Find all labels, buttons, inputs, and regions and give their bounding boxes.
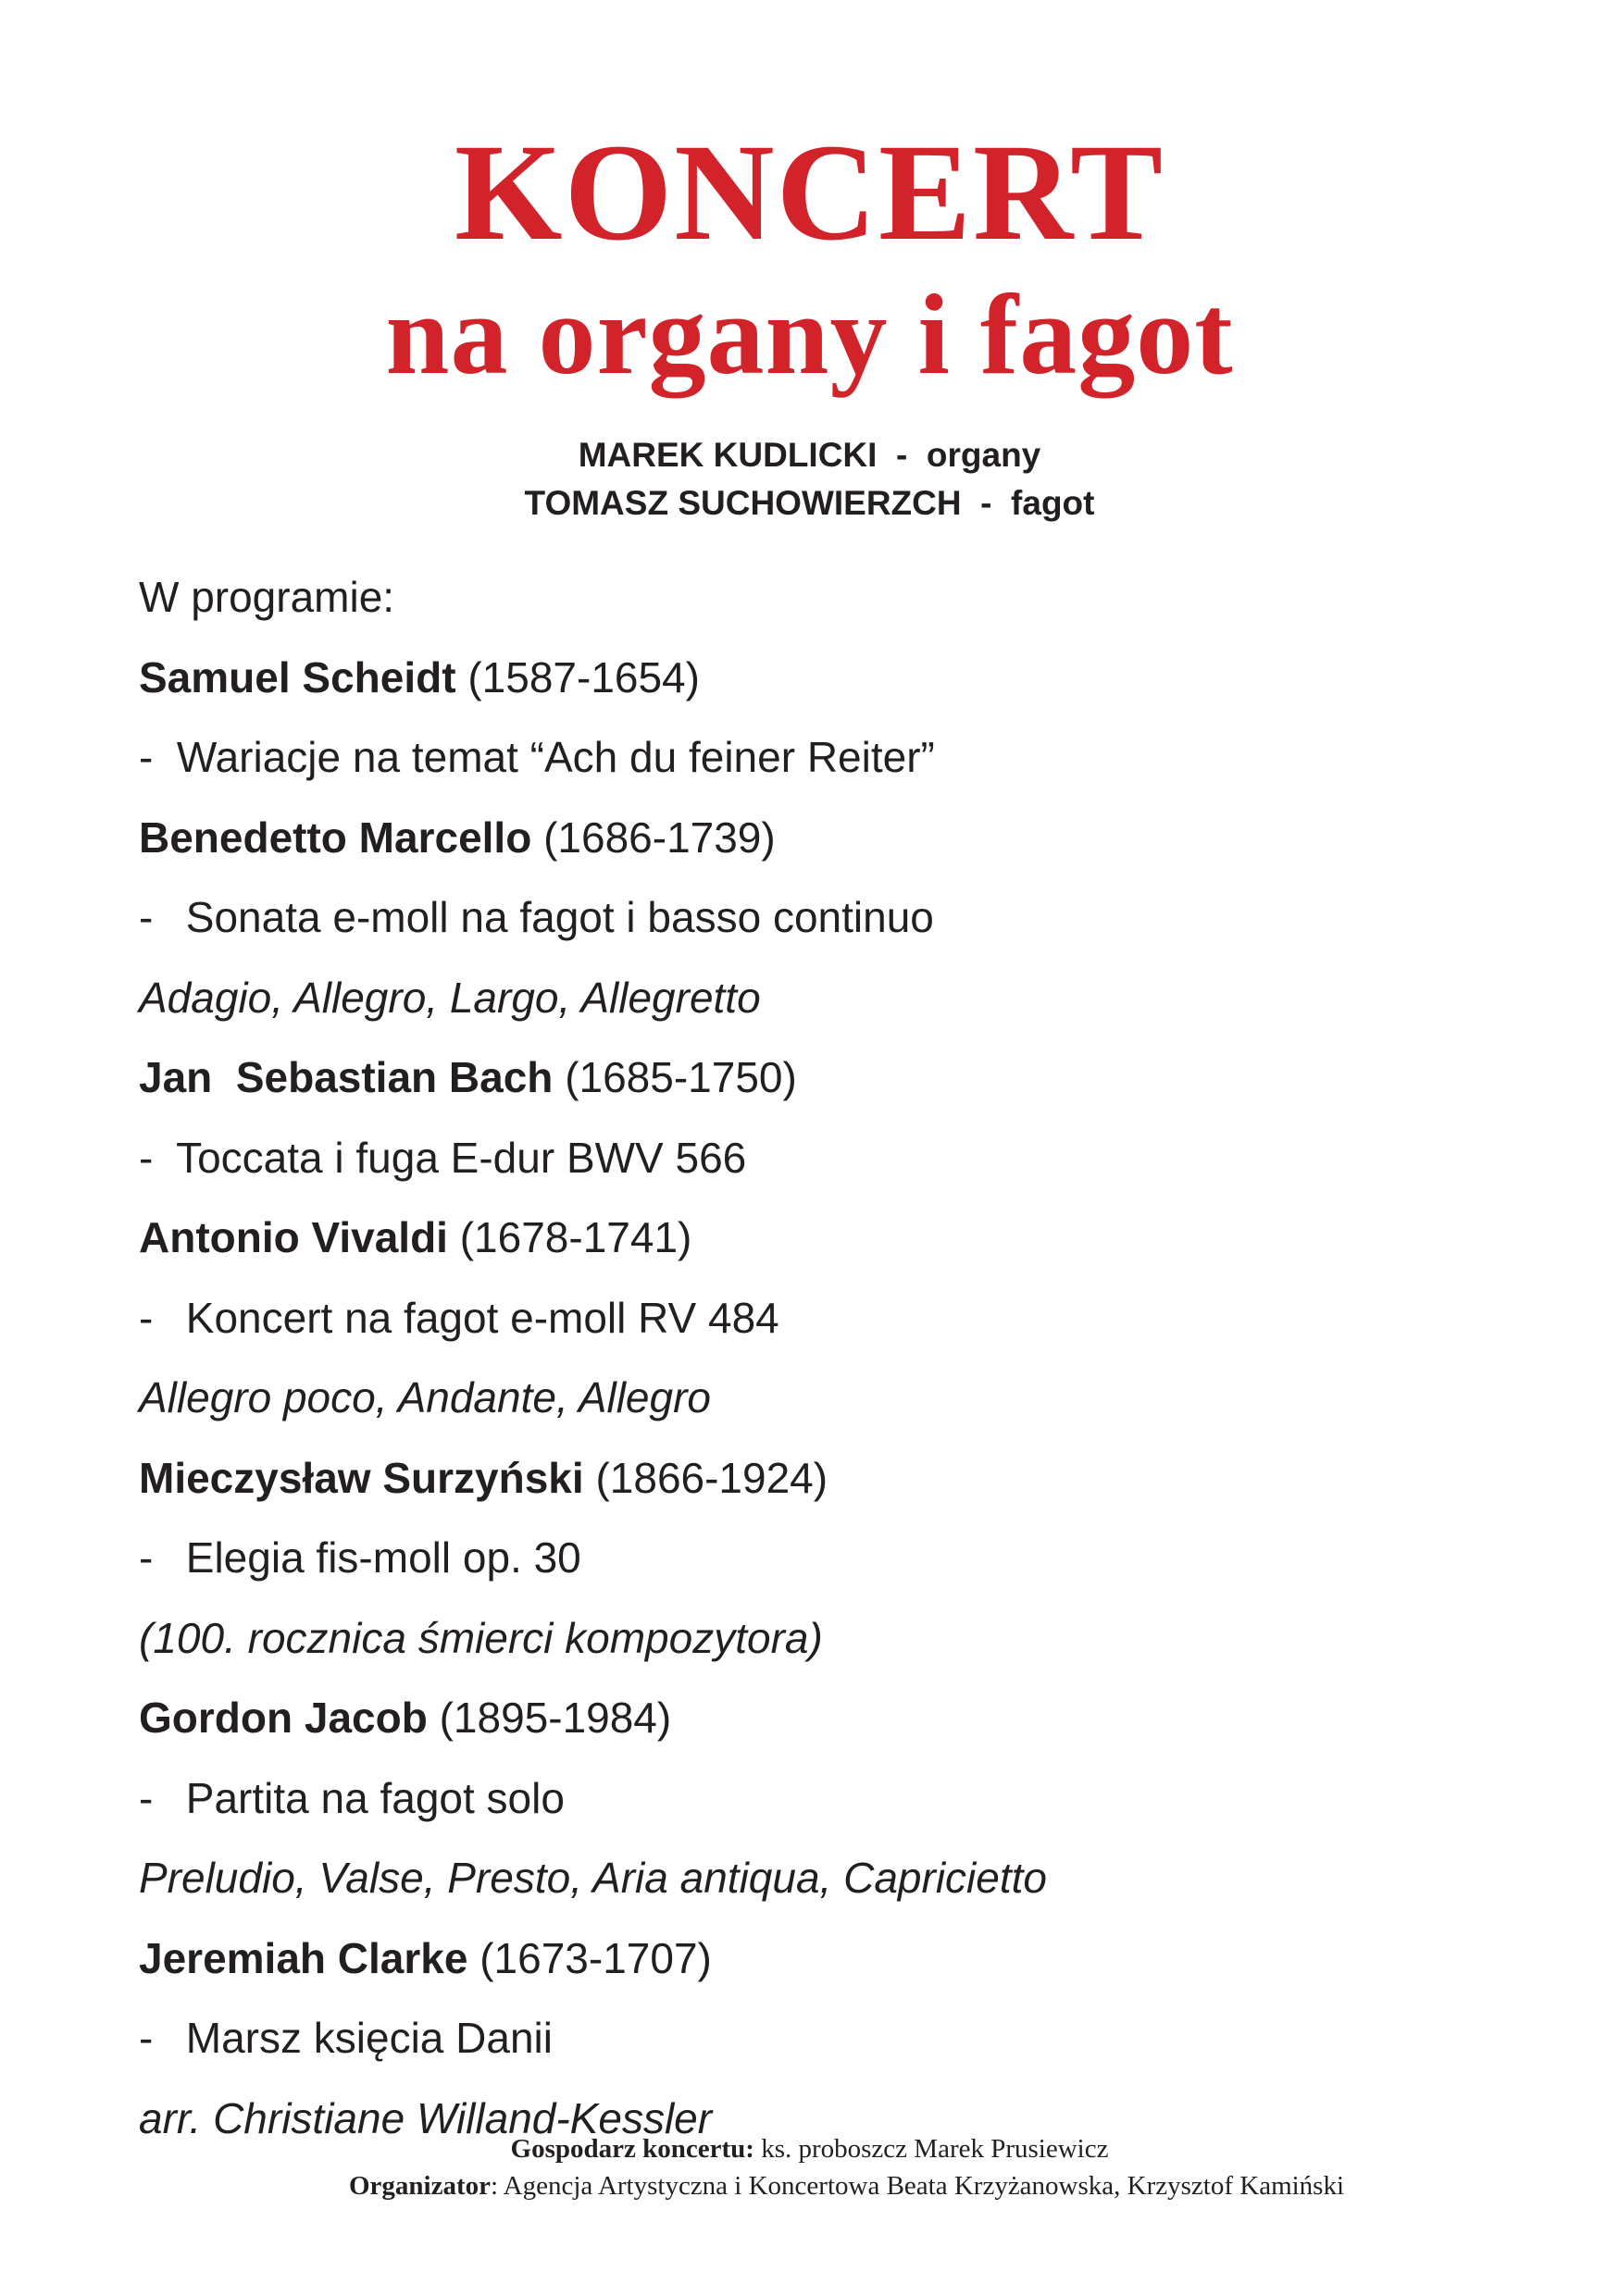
- page-title: KONCERT: [454, 116, 1165, 269]
- piece-movements: Adagio, Allegro, Largo, Allegretto: [139, 973, 761, 1022]
- piece-title: - Marsz księcia Danii: [139, 2014, 553, 2062]
- piece-name: Koncert na fagot e-moll RV 484: [185, 1293, 779, 1342]
- piece-arranger: arr. Christiane Willand-Kessler: [139, 2093, 713, 2142]
- composer-name: Jan Sebastian Bach: [139, 1053, 554, 1101]
- piece-name: Toccata i fuga E-dur BWV 566: [176, 1133, 747, 1182]
- piece-title: - Elegia fis-moll op. 30: [139, 1533, 581, 1582]
- composer-years: (1866-1924): [595, 1453, 828, 1502]
- composer-heading: [139, 638, 1527, 718]
- footer-host-value: ks. proboszcz Marek Prusiewicz: [761, 2134, 1109, 2164]
- composer-years: (1895-1984): [439, 1694, 672, 1742]
- composer-years: (1673-1707): [479, 1933, 712, 1982]
- piece-title: - Toccata i fuga E-dur BWV 566: [139, 1133, 747, 1182]
- performer-name: TOMASZ SUCHOWIERZCH: [524, 484, 962, 522]
- piece-name: Elegia fis-moll op. 30: [185, 1533, 581, 1582]
- composer-years: (1685-1750): [565, 1053, 797, 1101]
- piece-title: - Wariacje na temat “Ach du feiner Reiter”: [139, 733, 935, 781]
- piece-name: Sonata e-moll na fagot i basso continuo: [185, 893, 934, 941]
- composer-heading: [139, 1438, 1527, 1519]
- composer-name: Gordon Jacob: [139, 1694, 428, 1742]
- composer-years: (1686-1739): [543, 813, 776, 862]
- program-list: [139, 557, 1527, 2158]
- footer-organizer: [37, 2167, 1619, 2204]
- piece-movements: Preludio, Valse, Presto, Aria antiqua, Capricietto: [139, 1854, 1047, 1902]
- composer-heading: [139, 1678, 1527, 1758]
- piece-title: - Koncert na fagot e-moll RV 484: [139, 1293, 779, 1342]
- footer-organizer-label: Organizator: [348, 2171, 491, 2201]
- piece-note: (100. rocznica śmierci kompozytora): [139, 1613, 823, 1662]
- composer-heading: [139, 798, 1527, 878]
- performer-name: MAREK KUDLICKI: [578, 436, 878, 474]
- piece-name: Partita na fagot solo: [185, 1773, 565, 1822]
- piece-name: Marsz księcia Danii: [185, 2014, 553, 2062]
- program-intro: W programie:: [139, 573, 395, 621]
- footer-host: [0, 2130, 1619, 2167]
- composer-heading: [139, 1918, 1527, 1999]
- piece-title: - Sonata e-moll na fagot i basso continuo: [139, 893, 934, 941]
- piece-movements: Allegro poco, Andante, Allegro: [139, 1373, 711, 1421]
- page-subtitle: na organy i fagot: [385, 271, 1234, 398]
- composer-name: Samuel Scheidt: [139, 652, 456, 701]
- composer-name: Antonio Vivaldi: [139, 1213, 448, 1261]
- composer-heading: [139, 1198, 1527, 1278]
- composer-name: Benedetto Marcello: [139, 813, 532, 862]
- performers-list: [0, 431, 1619, 527]
- composer-name: Jeremiah Clarke: [139, 1933, 468, 1982]
- composer-years: (1587-1654): [467, 652, 700, 701]
- piece-name: Wariacje na temat “Ach du feiner Reiter”: [176, 733, 935, 781]
- performer-line: MAREK KUDLICKI - organy: [578, 436, 1041, 474]
- performer-instrument: fagot: [1011, 484, 1095, 522]
- piece-title: - Partita na fagot solo: [139, 1773, 565, 1822]
- performer-instrument: organy: [926, 436, 1041, 474]
- footer-organizer-value: : Agencja Artystyczna i Koncertowa Beata Krzyżanowska, Krzysztof Kamiński: [490, 2171, 1345, 2201]
- composer-name: Mieczysław Surzyński: [139, 1453, 584, 1502]
- composer-heading: [139, 1037, 1527, 1118]
- performer-line: TOMASZ SUCHOWIERZCH - fagot: [524, 484, 1095, 522]
- composer-years: (1678-1741): [459, 1213, 692, 1261]
- footer-host-label: Gospodarz koncertu:: [510, 2134, 754, 2164]
